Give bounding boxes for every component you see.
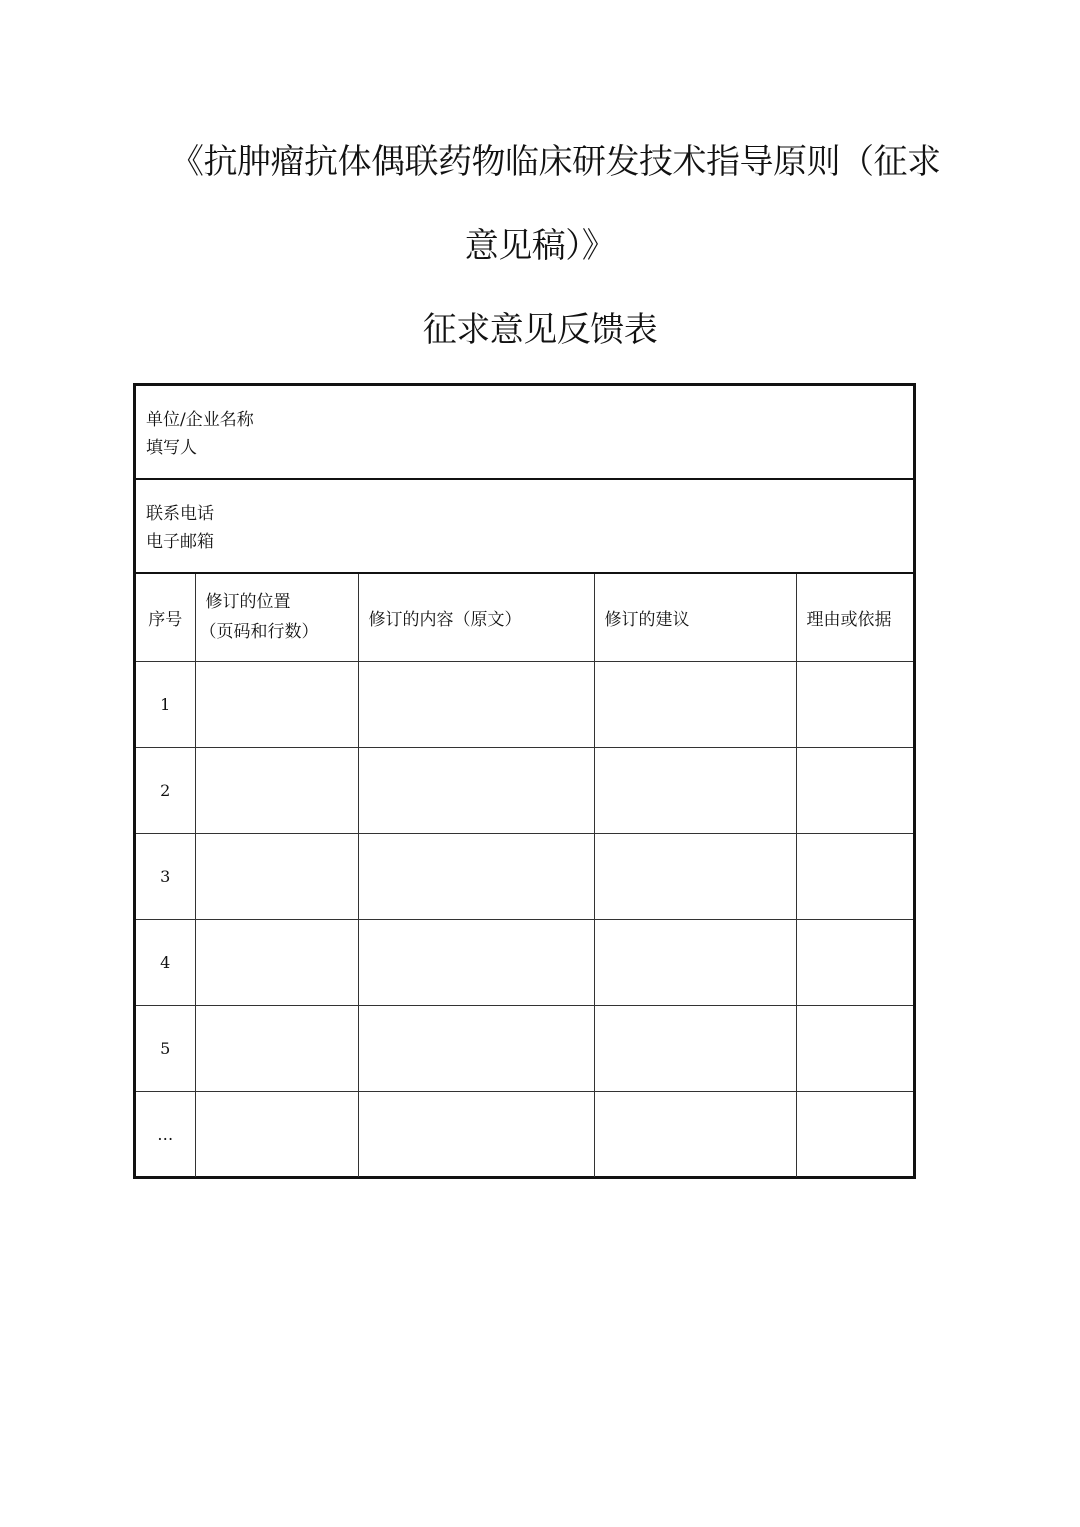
reason-cell[interactable] bbox=[796, 747, 913, 833]
table-row bbox=[136, 1091, 913, 1177]
suggestion-cell[interactable] bbox=[594, 661, 796, 747]
row-seq: … bbox=[136, 1091, 195, 1177]
contact-info-row[interactable] bbox=[136, 480, 913, 574]
header-position bbox=[195, 574, 358, 661]
content-cell[interactable] bbox=[358, 661, 594, 747]
suggestion-cell[interactable] bbox=[594, 833, 796, 919]
content-cell[interactable] bbox=[358, 919, 594, 1005]
position-cell[interactable] bbox=[195, 661, 358, 747]
row-seq: 5 bbox=[136, 1005, 195, 1091]
position-cell[interactable] bbox=[195, 1091, 358, 1177]
content-cell[interactable] bbox=[358, 1005, 594, 1091]
position-cell[interactable] bbox=[195, 747, 358, 833]
suggestion-cell[interactable] bbox=[594, 1005, 796, 1091]
revision-table bbox=[136, 574, 913, 1177]
content-cell[interactable] bbox=[358, 1091, 594, 1177]
header-position-line-1: 修订的位置 bbox=[205, 592, 291, 613]
position-cell[interactable] bbox=[195, 833, 358, 919]
feedback-form bbox=[133, 383, 916, 1179]
header-seq: 序号 bbox=[136, 574, 195, 661]
suggestion-cell[interactable] bbox=[594, 1091, 796, 1177]
position-cell[interactable] bbox=[195, 919, 358, 1005]
suggestion-cell[interactable] bbox=[594, 919, 796, 1005]
org-name-label: 单位/企业名称 bbox=[146, 410, 254, 430]
table-row bbox=[136, 661, 913, 747]
reason-cell[interactable] bbox=[796, 661, 913, 747]
table-row bbox=[136, 1005, 913, 1091]
document-title-line-1: 《抗肿瘤抗体偶联药物临床研发技术指导原则（征求 bbox=[170, 142, 941, 182]
reason-cell[interactable] bbox=[796, 833, 913, 919]
position-cell[interactable] bbox=[195, 1005, 358, 1091]
table-row bbox=[136, 833, 913, 919]
header-position-line-2: （页码和行数） bbox=[199, 622, 319, 643]
reason-cell[interactable] bbox=[796, 919, 913, 1005]
form-subtitle: 征求意见反馈表 bbox=[422, 310, 658, 350]
filler-label: 填写人 bbox=[146, 438, 197, 458]
row-seq: 4 bbox=[136, 919, 195, 1005]
table-row bbox=[136, 919, 913, 1005]
header-content: 修订的内容（原文） bbox=[358, 574, 594, 661]
content-cell[interactable] bbox=[358, 833, 594, 919]
reason-cell[interactable] bbox=[796, 1091, 913, 1177]
header-reason: 理由或依据 bbox=[796, 574, 913, 661]
table-header-row bbox=[136, 574, 913, 661]
header-suggestion: 修订的建议 bbox=[594, 574, 796, 661]
row-seq: 3 bbox=[136, 833, 195, 919]
table-row bbox=[136, 747, 913, 833]
row-seq: 1 bbox=[136, 661, 195, 747]
row-seq: 2 bbox=[136, 747, 195, 833]
content-cell[interactable] bbox=[358, 747, 594, 833]
email-label: 电子邮箱 bbox=[146, 532, 214, 552]
org-info-row[interactable] bbox=[136, 386, 913, 480]
suggestion-cell[interactable] bbox=[594, 747, 796, 833]
document-title-line-2: 意见稿）》 bbox=[464, 226, 616, 266]
reason-cell[interactable] bbox=[796, 1005, 913, 1091]
phone-label: 联系电话 bbox=[146, 504, 214, 524]
